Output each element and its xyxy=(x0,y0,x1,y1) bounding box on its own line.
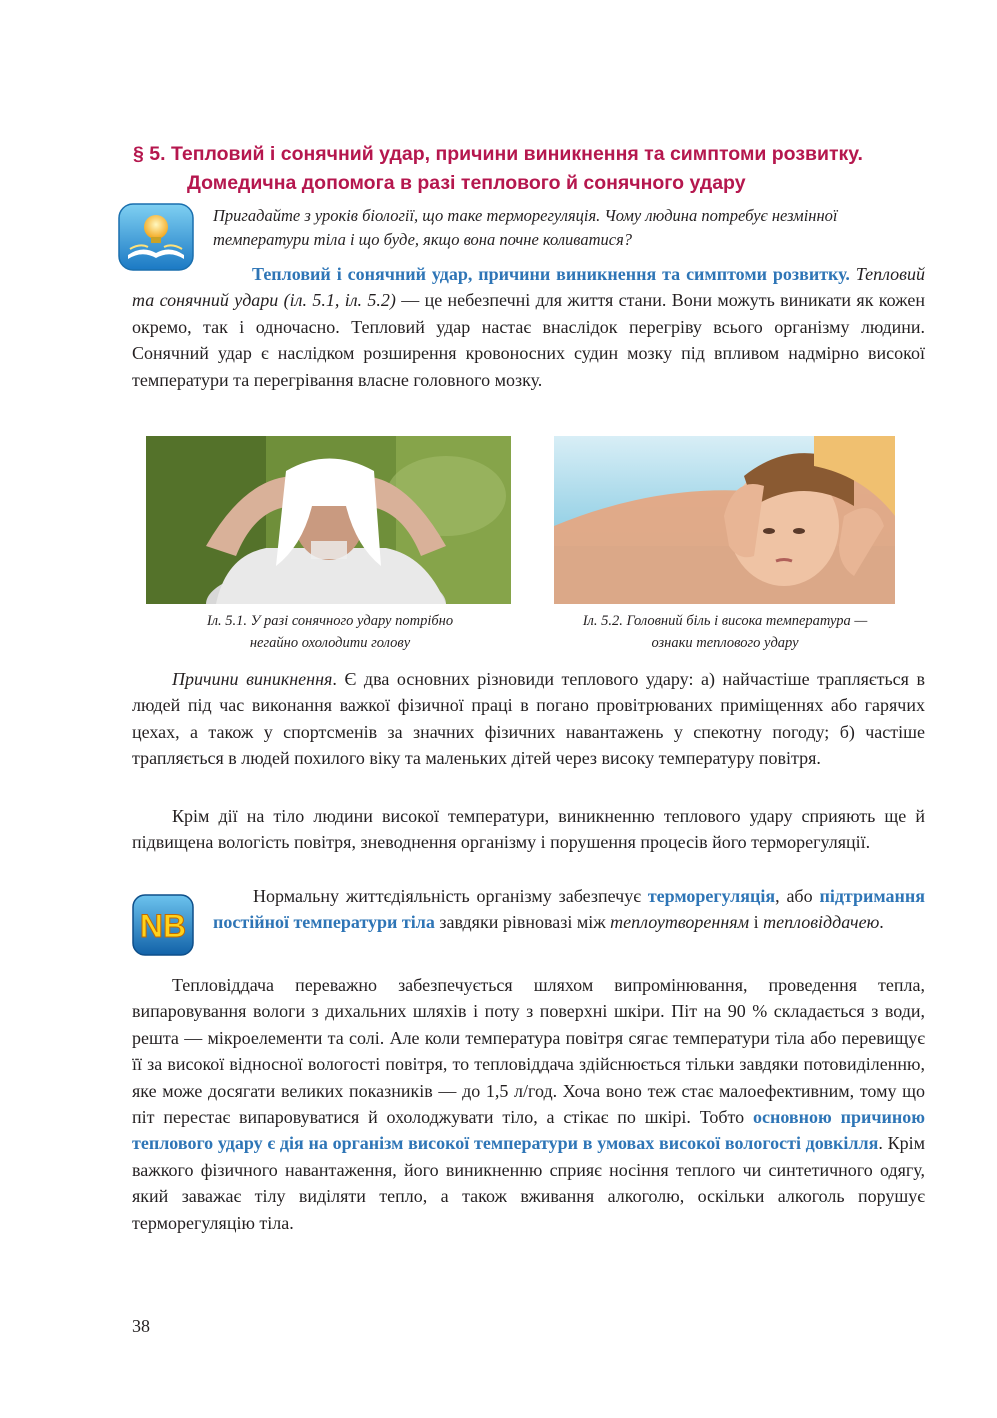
nb-text-1: Нормальну життєдіяльність організму забезпечує xyxy=(253,886,648,906)
causes-paragraph xyxy=(132,666,925,772)
causes-rest: . Є два основних різновиди теплового удару: а) найчастіше трапляється в людей під час виконання важкої фізичної праці в погано провітрюваних приміщеннях або гарячих цехах, а також у спортсменів за значних фізичних навантажень у спекотну погоду; б) частіше трапляється в людей похилого віку та маленьких дітей через високу температуру повітря. xyxy=(132,669,926,769)
causes-italic: Причини виникнення xyxy=(172,669,333,689)
transfer-text-1: Тепловіддача переважно забезпечується шляхом випромінювання, проведення тепла, випаровування вологи з дихальних шляхів і поту з поверхні шкіри. Піт на 90 % складається з води, решта — мікроелементи та солі. Але коли температура повітря сягає температури тіла або перевищує її за високої відносної вологості повітря, то тепловіддача здійснюється тільки завдяки потовиділенню, яке може досягати великих показників — до 1,5 л/год. Хоча воно теж стає малоефективним, тому що піт перестає випаровуватися й охолоджувати тіло, а стікає по шкірі. Тобто xyxy=(132,975,925,1128)
section-heading xyxy=(133,140,933,198)
figure-5-1-caption-line-2: негайно охолодити голову xyxy=(249,635,411,651)
svg-text:NB: NB xyxy=(139,908,187,944)
factors-text: Крім дії на тіло людини високої температури, виникненню теплового удару сприяють ще й підвищена вологість повітря, зневоднення організму і порушення процесів його терморегуляції. xyxy=(132,806,925,853)
nb-text-5: . xyxy=(879,912,884,933)
figure-5-1-caption-line-1: Іл. 5.1. У разі сонячного удару потрібно xyxy=(206,613,454,629)
figure-5-1-photo xyxy=(146,436,511,604)
nb-text-2: , або xyxy=(775,886,820,906)
factors-paragraph xyxy=(132,803,925,856)
figure-5-1-caption xyxy=(160,610,500,654)
nb-text-3: завдяки рівновазі між xyxy=(434,912,611,933)
nb-term-thermoregulation: терморегуляція xyxy=(647,886,776,906)
nb-term-constant-temperature: підтримання постійної температури тіла xyxy=(213,886,925,933)
heading-line-2: Домедична допомога в разі теплового й сонячного удару xyxy=(187,172,746,194)
nb-text-4: і xyxy=(749,912,764,933)
nb-term-heat-production: теплоутворенням xyxy=(610,912,750,933)
intro-rest: — це небезпечні для життя стани. Вони можуть виникати як кожен окремо, так і одночасно. Тепловий удар настає внаслідок перегріву всього організму людини. Сонячний удар є наслідком розширення кровоносних судин мозку під впливом надмірно високої температури та перегрівання власне головного мозку. xyxy=(132,290,925,390)
figure-5-2-caption-line-2: ознаки теплового удару xyxy=(651,635,799,651)
figure-5-2-caption-line-1: Іл. 5.2. Головний біль і висока температура — xyxy=(582,613,868,629)
figure-5-2-photo xyxy=(554,436,895,604)
nb-paragraph xyxy=(213,883,925,936)
intro-italic: Тепловий та сонячний удари (іл. 5.1, іл. 5.2) xyxy=(132,264,925,311)
heat-transfer-paragraph xyxy=(132,972,925,1236)
intro-paragraph xyxy=(132,261,925,393)
nb-note-icon xyxy=(132,894,194,956)
figure-5-2-caption xyxy=(540,610,910,654)
recall-question: Пригадайте з уроків біології, що таке терморегуляція. Чому людина потребує незмінної температури тіла і що буде, якщо вона почне коливатися? xyxy=(213,206,838,249)
nb-term-heat-transfer: тепловіддачею xyxy=(763,912,880,933)
intro-lead: Тепловий і сонячний удар, причини виникнення та симптоми розвитку. xyxy=(252,264,850,284)
transfer-text-2: . Крім важкого фізичного навантаження, його виникненню сприяє носіння теплого чи синтетичного одягу, який заважає тілу виділяти тепло, а також вживання алкоголю, оскільки алкоголь порушує терморегуляцію тіла. xyxy=(132,1133,926,1233)
transfer-main-cause: основною причиною теплового удару є дія на організм високої температури в умовах високої вологості довкілля xyxy=(132,1107,925,1154)
heading-line-1: § 5. Тепловий і сонячний удар, причини виникнення та симптоми розвитку. xyxy=(133,143,863,165)
page-number: 38 xyxy=(132,1316,150,1336)
